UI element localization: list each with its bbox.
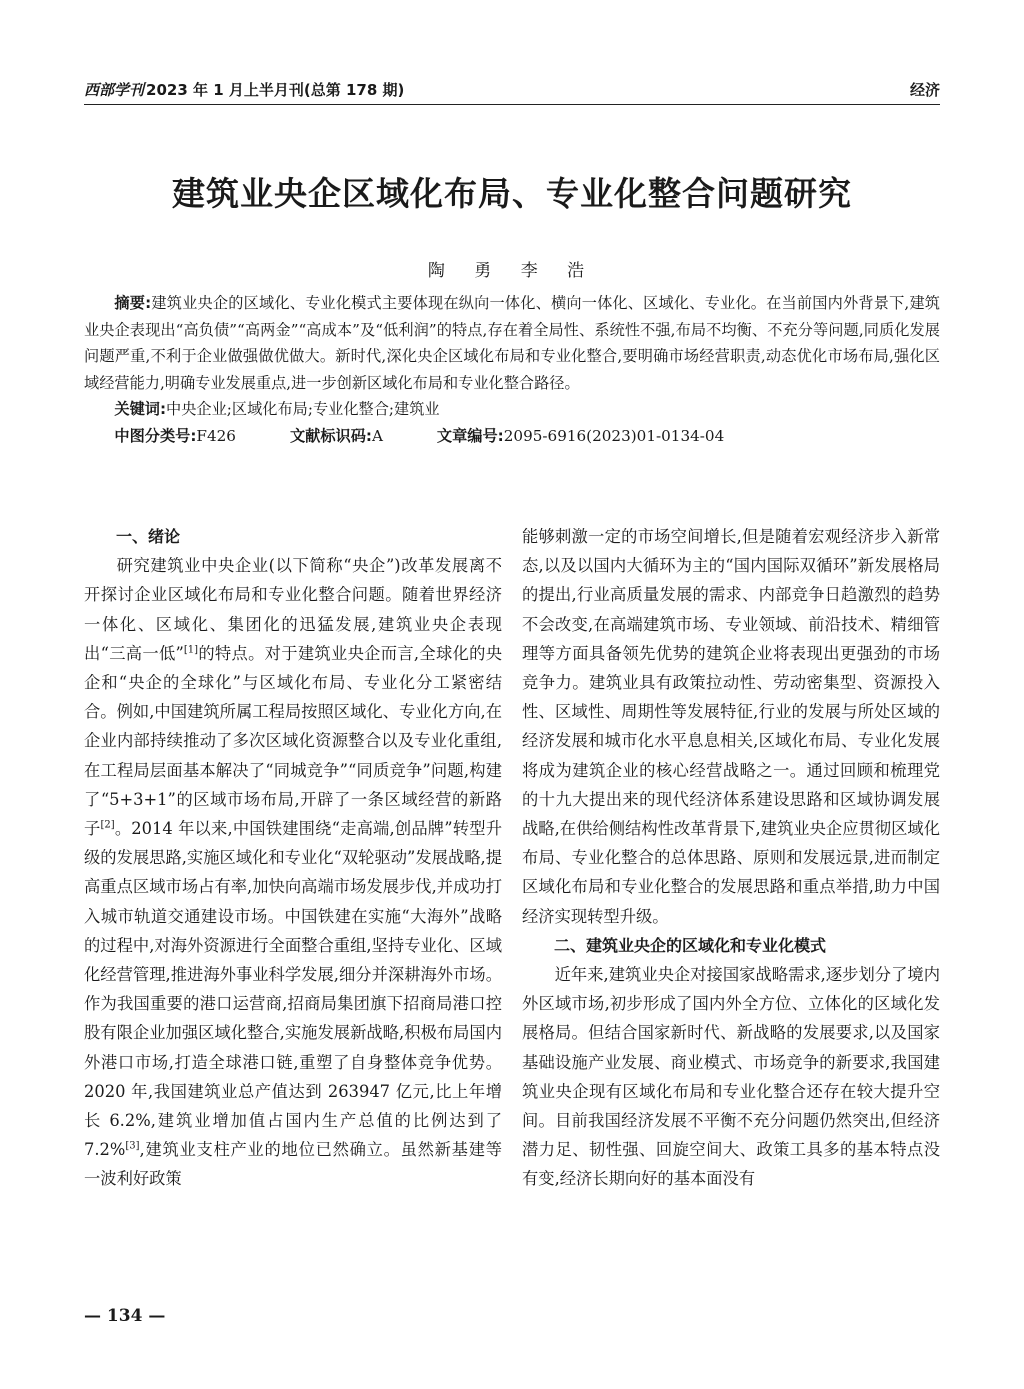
doc-code-value: A	[371, 426, 383, 445]
keywords	[84, 396, 940, 423]
paragraph-text: 研究建筑业中央企业(以下简称“央企”)改革发展离不开探讨企业区域化布局和专业化整合问题。随着世界经济一体化、区域化、集团化的迅猛发展,建筑业央企表现出“三高一低”	[84, 556, 502, 663]
citation-1: [1]	[183, 644, 199, 656]
section-name: 经济	[909, 81, 940, 99]
paragraph-text: ,建筑业支柱产业的地位已然确立。虽然新基建等一波利好政策	[84, 1140, 502, 1189]
keywords-label: 关键词:	[114, 400, 167, 418]
keywords-text: 中央企业;区域化布局;专业化整合;建筑业	[166, 400, 440, 418]
article-meta	[84, 290, 940, 449]
left-column	[84, 522, 502, 1194]
citation-3: [3]	[125, 1140, 140, 1152]
doc-code-item	[290, 423, 383, 450]
page-number: — 134 —	[84, 1306, 166, 1326]
clc-value: F426	[196, 426, 236, 445]
abstract-label: 摘要:	[114, 294, 152, 312]
article-number-value: 2095-6916(2023)01-0134-04	[503, 426, 725, 445]
paragraph-text: 。2014 年以来,中国铁建围绕“走高端,创品牌”转型升级的发展思路,实施区域化和专业化“双轮驱动”发展战略,提高重点区域市场占有率,加快向高端市场发展步伐,并成功打入城市轨道交通建设市场。中国铁建在实施“大海外”战略的过程中,对海外资源进行全面整合重组,坚持专业化、区域化经营管理,推进海外事业科学发展,细分并深耕海外市场。作为我国重要的港口运营商,招商局集团旗下招商局港口控股有限企业加强区域化整合,实施发展新战略,积极布局国内外港口市场,打造全球港口链,重塑了自身整体竞争优势。2020 年,我国建筑业总产值达到 263947 亿元,比上年增长 6.2%,建筑业增加值占国内生产总值的比例达到了 7.2%	[84, 819, 502, 1160]
article-number-item	[437, 423, 724, 450]
clc-label: 中图分类号:	[114, 426, 197, 445]
body-paragraph-1	[84, 551, 502, 1193]
classification-line	[84, 423, 940, 450]
authors: 陶 勇 李 浩	[427, 261, 597, 281]
doc-code-label: 文献标识码:	[289, 426, 372, 445]
body-paragraph-2: 近年来,建筑业央企对接国家战略需求,逐步划分了境内外区域市场,初步形成了国内外全方位、立体化的区域化发展格局。但结合国家新时代、新战略的发展要求,以及国家基础设施产业发展、商业模式、市场竞争的新要求,我国建筑业央企现有区域化布局和专业化整合还存在较大提升空间。目前我国经济发展不平衡不充分问题仍然突出,但经济潜力足、韧性强、回旋空间大、政策工具多的基本特点没有变,经济长期向好的基本面没有	[522, 965, 940, 1189]
journal-name: 西部学刊	[84, 81, 145, 99]
paragraph-text: 的特点。对于建筑业央企而言,全球化的央企和“央企的全球化”与区域化布局、专业化分工紧密结合。例如,中国建筑所属工程局按照区域化、专业化方向,在企业内部持续推动了多次区域化资源整合以及专业化重组,在工程局层面基本解决了“同城竞争”“同质竞争”问题,构建了“5+3+1”的区域市场布局,开辟了一条区域经营的新路子	[84, 643, 502, 839]
article-number-label: 文章编号:	[436, 426, 504, 445]
section-heading-1: 一、绪论	[116, 527, 181, 546]
abstract	[84, 290, 940, 396]
body-paragraph-continued: 能够刺激一定的市场空间增长,但是随着宏观经济步入新常态,以及以国内大循环为主的“国内国际双循环”新发展格局的提出,行业高质量发展的需求、内部竞争日趋激烈的趋势不会改变,在高端建筑市场、专业领域、前沿技术、精细管理等方面具备领先优势的建筑企业将表现出更强劲的市场竞争力。建筑业具有政策拉动性、劳动密集型、资源投入性、区域性、周期性等发展特征,行业的发展与所处区域的经济发展和城市化水平息息相关,区域化布局、专业化发展将成为建筑企业的核心经营战略之一。通过回顾和梳理党的十九大提出来的现代经济体系建设思路和区域协调发展战略,在供给侧结构性改革背景下,建筑业央企应贯彻区域化布局、专业化整合的总体思路、原则和发展远景,进而制定区域化布局和专业化整合的发展思路和重点举措,助力中国经济实现转型升级。	[522, 527, 940, 926]
journal-issue	[84, 79, 404, 100]
clc-item	[114, 423, 236, 450]
abstract-text: 建筑业央企的区域化、专业化模式主要体现在纵向一体化、横向一体化、区域化、专业化。在当前国内外背景下,建筑业央企表现出“高负债”“高两金”“高成本”及“低利润”的特点,存在着全局性、系统性不强,布局不均衡、不充分等问题,同质化发展问题严重,不利于企业做强做优做大。新时代,深化央企区域化布局和专业化整合,要明确市场经营职责,动态优化市场布局,强化区域经营能力,明确专业发展重点,进一步创新区域化布局和专业化整合路径。	[84, 294, 940, 392]
issue-info: 2023 年 1 月上半月刊(总第 178 期)	[146, 81, 405, 99]
running-head	[84, 72, 940, 105]
right-column	[522, 522, 940, 1194]
article-title: 建筑业央企区域化布局、专业化整合问题研究	[172, 174, 852, 213]
section-heading-2: 二、建筑业央企的区域化和专业化模式	[554, 935, 827, 955]
citation-2: [2]	[100, 819, 115, 831]
